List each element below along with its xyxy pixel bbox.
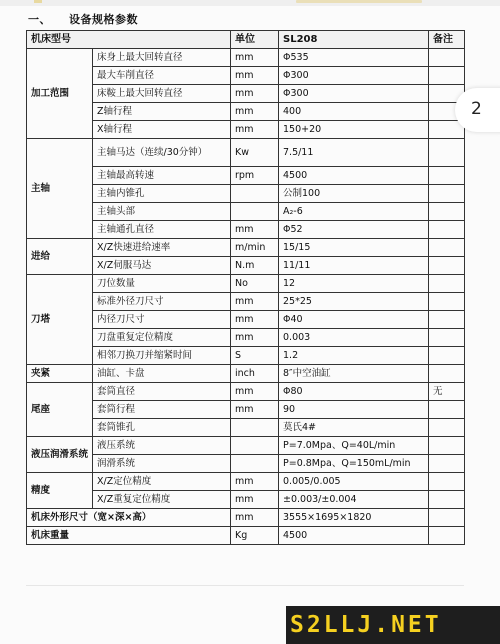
note-cell: 无 (429, 383, 465, 401)
unit-cell: mm (231, 293, 279, 311)
unit-cell: mm (231, 401, 279, 419)
table-row (27, 509, 465, 527)
group-label: 尾座 (27, 383, 93, 437)
table-row (27, 401, 465, 419)
group-label: 机床重量 (27, 527, 231, 545)
note-cell (429, 455, 465, 473)
watermark-logo: S2LLJ.NET (290, 612, 442, 638)
item-cell: 床身上最大回转直径 (93, 49, 231, 67)
table-row (27, 139, 465, 167)
value-cell: 1.2 (279, 347, 429, 365)
item-cell: X/Z快速进给速率 (93, 239, 231, 257)
group-label: 加工范围 (27, 49, 93, 139)
note-cell (429, 347, 465, 365)
value-cell: P=7.0Mpa、Q=40L/min (279, 437, 429, 455)
value-cell: Φ80 (279, 383, 429, 401)
note-cell (429, 401, 465, 419)
note-cell (429, 139, 465, 167)
page-divider (26, 585, 464, 586)
unit-cell: mm (231, 329, 279, 347)
value-cell: 8″中空油缸 (279, 365, 429, 383)
item-cell: 主轴马达（连续/30分钟） (93, 139, 231, 167)
group-label: 刀塔 (27, 275, 93, 365)
table-row (27, 347, 465, 365)
value-cell: Φ40 (279, 311, 429, 329)
table-row (27, 293, 465, 311)
value-cell: 400 (279, 103, 429, 121)
item-cell: 主轴最高转速 (93, 167, 231, 185)
value-cell: Φ300 (279, 67, 429, 85)
unit-cell: mm (231, 85, 279, 103)
value-cell: 莫氏4# (279, 419, 429, 437)
page-number-badge[interactable] (455, 88, 500, 132)
header-note: 备注 (429, 31, 465, 49)
group-label: 夹紧 (27, 365, 93, 383)
unit-cell: mm (231, 383, 279, 401)
top-bar-mark-left (34, 0, 42, 3)
item-cell: X/Z重复定位精度 (93, 491, 231, 509)
table-row (27, 383, 465, 401)
table-row (27, 103, 465, 121)
value-cell: 11/11 (279, 257, 429, 275)
note-cell (429, 203, 465, 221)
table-row (27, 473, 465, 491)
value-cell: 3555×1695×1820 (279, 509, 429, 527)
table-row (27, 221, 465, 239)
value-cell: 公制100 (279, 185, 429, 203)
item-cell: X/Z定位精度 (93, 473, 231, 491)
value-cell: Φ52 (279, 221, 429, 239)
value-cell: Φ300 (279, 85, 429, 103)
unit-cell: rpm (231, 167, 279, 185)
unit-cell (231, 419, 279, 437)
item-cell: 主轴通孔直径 (93, 221, 231, 239)
unit-cell: mm (231, 473, 279, 491)
note-cell (429, 491, 465, 509)
note-cell (429, 257, 465, 275)
header-value: SL208 (279, 31, 429, 49)
unit-cell: mm (231, 221, 279, 239)
group-label: 精度 (27, 473, 93, 509)
note-cell (429, 49, 465, 67)
value-cell: P=0.8Mpa、Q=150mL/min (279, 455, 429, 473)
value-cell: 4500 (279, 167, 429, 185)
section-heading (28, 11, 138, 27)
unit-cell: mm (231, 103, 279, 121)
item-cell: X轴行程 (93, 121, 231, 139)
group-label: 机床外形尺寸（宽×深×高） (27, 509, 231, 527)
item-cell: X/Z伺服马达 (93, 257, 231, 275)
note-cell (429, 275, 465, 293)
header-model: 机床型号 (27, 31, 231, 49)
top-bar-mark-right (296, 0, 422, 3)
table-row (27, 239, 465, 257)
value-cell: 15/15 (279, 239, 429, 257)
table-row (27, 311, 465, 329)
unit-cell: N.m (231, 257, 279, 275)
item-cell: 标准外径刀尺寸 (93, 293, 231, 311)
note-cell (429, 527, 465, 545)
unit-cell: m/min (231, 239, 279, 257)
top-bar (0, 0, 500, 6)
unit-cell: Kw (231, 139, 279, 167)
table-row (27, 329, 465, 347)
section-number: 一、 (28, 13, 51, 26)
header-unit: 单位 (231, 31, 279, 49)
note-cell (429, 239, 465, 257)
value-cell: Φ535 (279, 49, 429, 67)
value-cell: 7.5/11 (279, 139, 429, 167)
table-row (27, 275, 465, 293)
item-cell: Z轴行程 (93, 103, 231, 121)
value-cell: 25*25 (279, 293, 429, 311)
item-cell: 床鞍上最大回转直径 (93, 85, 231, 103)
note-cell (429, 473, 465, 491)
note-cell (429, 419, 465, 437)
item-cell: 主轴内锥孔 (93, 185, 231, 203)
item-cell: 刀盘重复定位精度 (93, 329, 231, 347)
note-cell (429, 185, 465, 203)
section-title: 设备规格参数 (69, 13, 138, 26)
item-cell: 主轴头部 (93, 203, 231, 221)
value-cell: 12 (279, 275, 429, 293)
table-header-row (27, 31, 465, 49)
table-row (27, 167, 465, 185)
item-cell: 套筒锥孔 (93, 419, 231, 437)
unit-cell: inch (231, 365, 279, 383)
item-cell: 油缸、卡盘 (93, 365, 231, 383)
unit-cell (231, 203, 279, 221)
table-row (27, 257, 465, 275)
unit-cell: mm (231, 509, 279, 527)
value-cell: ±0.003/±0.004 (279, 491, 429, 509)
table-row (27, 419, 465, 437)
table-row (27, 121, 465, 139)
item-cell: 套筒行程 (93, 401, 231, 419)
spec-table (26, 30, 465, 545)
item-cell: 相邻刀换刀并缩紧时间 (93, 347, 231, 365)
table-row (27, 203, 465, 221)
unit-cell: mm (231, 67, 279, 85)
value-cell: 0.003 (279, 329, 429, 347)
item-cell: 润滑系统 (93, 455, 231, 473)
table-row (27, 67, 465, 85)
note-cell (429, 221, 465, 239)
page-number: 2 (471, 99, 482, 119)
value-cell: 150+20 (279, 121, 429, 139)
group-label: 主轴 (27, 139, 93, 239)
item-cell: 套筒直径 (93, 383, 231, 401)
item-cell: 最大车削直径 (93, 67, 231, 85)
note-cell (429, 293, 465, 311)
unit-cell (231, 437, 279, 455)
unit-cell (231, 455, 279, 473)
note-cell (429, 329, 465, 347)
unit-cell: mm (231, 311, 279, 329)
table-row (27, 437, 465, 455)
table-row (27, 85, 465, 103)
note-cell (429, 509, 465, 527)
value-cell: 4500 (279, 527, 429, 545)
table-row (27, 455, 465, 473)
table-row (27, 527, 465, 545)
table-row (27, 185, 465, 203)
value-cell: 0.005/0.005 (279, 473, 429, 491)
unit-cell: Kg (231, 527, 279, 545)
table-row (27, 365, 465, 383)
unit-cell (231, 185, 279, 203)
note-cell (429, 311, 465, 329)
table-row (27, 49, 465, 67)
group-label: 进给 (27, 239, 93, 275)
unit-cell: No (231, 275, 279, 293)
table-row (27, 491, 465, 509)
value-cell: 90 (279, 401, 429, 419)
unit-cell: mm (231, 121, 279, 139)
item-cell: 刀位数量 (93, 275, 231, 293)
unit-cell: S (231, 347, 279, 365)
unit-cell: mm (231, 491, 279, 509)
note-cell (429, 365, 465, 383)
group-label: 液压润滑系统 (27, 437, 93, 473)
item-cell: 内径刀尺寸 (93, 311, 231, 329)
item-cell: 液压系统 (93, 437, 231, 455)
note-cell (429, 167, 465, 185)
value-cell: A₂-6 (279, 203, 429, 221)
note-cell (429, 67, 465, 85)
note-cell (429, 437, 465, 455)
unit-cell: mm (231, 49, 279, 67)
